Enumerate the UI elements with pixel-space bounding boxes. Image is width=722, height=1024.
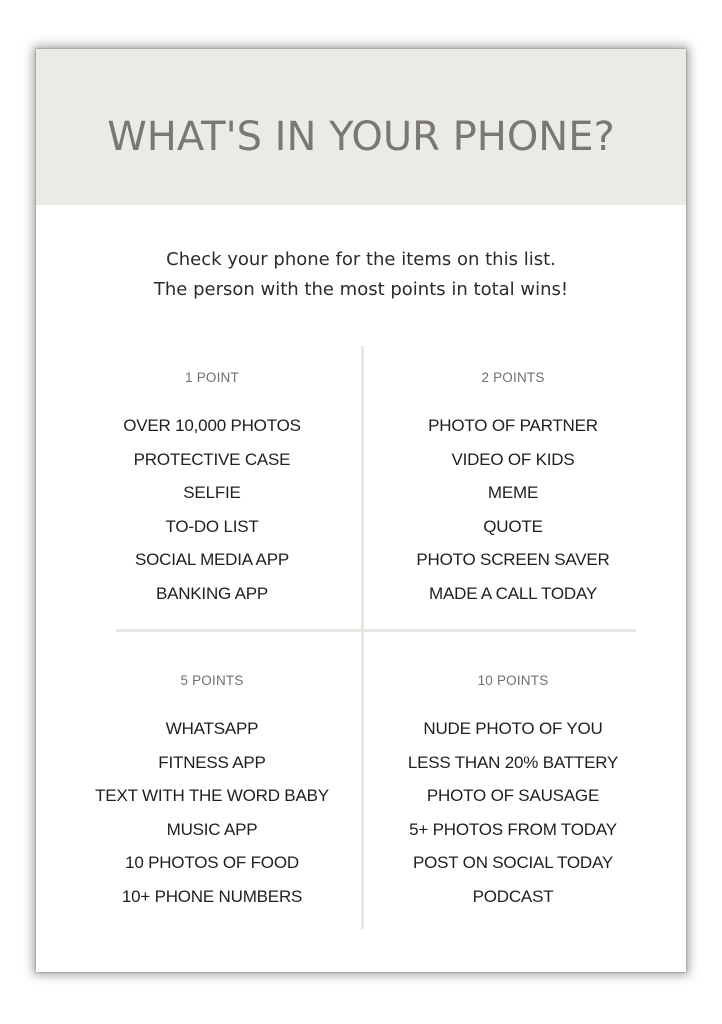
list-item: WHATSAPP	[165, 719, 259, 738]
item-list	[363, 712, 663, 914]
list-item: FITNESS APP	[158, 752, 266, 772]
list-item: MEME	[487, 483, 539, 503]
list-item: VIDEO OF KIDS	[451, 449, 575, 469]
page-title: WHAT'S IN YOUR PHONE?	[107, 114, 615, 160]
section-heading: 5 POINTS	[180, 673, 244, 688]
section-1-point	[62, 368, 362, 611]
list-item: 10 PHOTOS OF FOOD	[125, 853, 299, 873]
item-list	[363, 409, 663, 611]
section-5-points	[62, 671, 362, 914]
instructions-line-2: The person with the most points in total wins!	[153, 279, 569, 300]
printable-card	[36, 49, 686, 972]
section-heading: 10 POINTS	[477, 673, 549, 688]
section-2-points	[363, 368, 663, 611]
horizontal-divider	[116, 629, 636, 632]
list-item: POST ON SOCIAL TODAY	[412, 853, 614, 873]
list-item: OVER 10,000 PHOTOS	[123, 416, 301, 435]
list-item: PHOTO OF SAUSAGE	[426, 786, 600, 806]
list-item: 5+ PHOTOS FROM TODAY	[409, 819, 617, 839]
title-banner	[36, 49, 686, 205]
list-item: SOCIAL MEDIA APP	[135, 550, 289, 570]
list-item: SELFIE	[183, 483, 241, 503]
list-item: BANKING APP	[155, 583, 269, 603]
list-item: MADE A CALL TODAY	[429, 583, 597, 603]
section-10-points	[363, 671, 663, 914]
list-item: TEXT WITH THE WORD BABY	[95, 786, 329, 806]
section-heading: 1 POINT	[185, 370, 239, 385]
list-item: PODCAST	[472, 886, 554, 906]
list-item: PHOTO SCREEN SAVER	[416, 550, 610, 570]
item-list	[62, 712, 362, 914]
list-item: TO-DO LIST	[165, 516, 259, 536]
section-heading: 2 POINTS	[481, 370, 545, 385]
instructions-line-1: Check your phone for the items on this list.	[166, 249, 556, 270]
list-item: NUDE PHOTO OF YOU	[423, 719, 603, 738]
instructions	[36, 245, 686, 305]
list-item: QUOTE	[483, 516, 543, 536]
list-item: LESS THAN 20% BATTERY	[407, 752, 619, 772]
item-list	[62, 409, 362, 611]
list-item: 10+ PHONE NUMBERS	[121, 886, 303, 906]
list-item: PROTECTIVE CASE	[133, 449, 291, 469]
list-item: PHOTO OF PARTNER	[428, 416, 598, 435]
list-item: MUSIC APP	[166, 819, 258, 839]
